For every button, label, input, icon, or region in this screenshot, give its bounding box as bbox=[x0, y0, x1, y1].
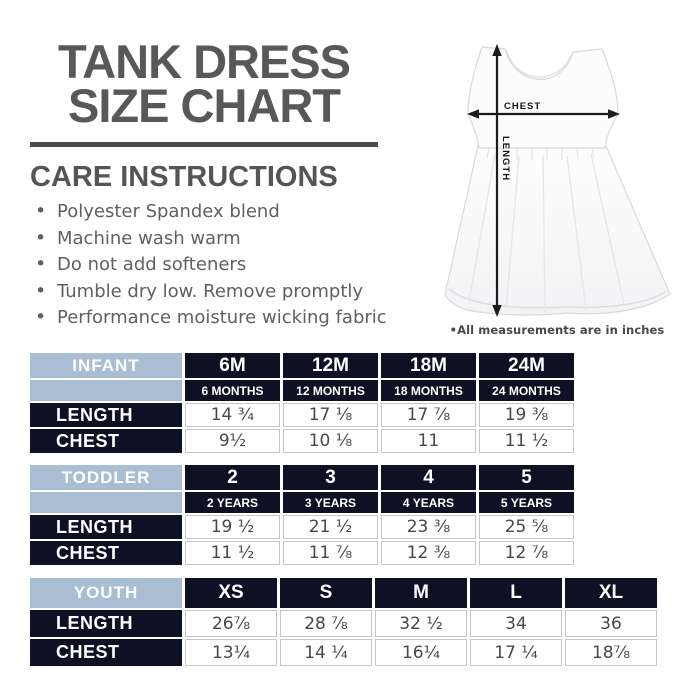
value-cell: 21 ½ bbox=[283, 515, 378, 539]
dress-skirt bbox=[445, 146, 670, 315]
size-header-cell: XS bbox=[185, 578, 277, 608]
value-cell: 19 ⅜ bbox=[479, 403, 574, 427]
value-cell: 11 bbox=[381, 429, 476, 453]
value-cell: 11 ½ bbox=[185, 541, 280, 565]
size-table-toddler bbox=[27, 463, 577, 567]
size-header-cell: 3 bbox=[283, 465, 378, 490]
size-subtitle-cell: 5 YEARS bbox=[479, 492, 574, 513]
size-header-cell: 18M bbox=[381, 353, 476, 378]
size-header-cell: 24M bbox=[479, 353, 574, 378]
value-cell: 17 ⅛ bbox=[283, 403, 378, 427]
size-header-cell: S bbox=[280, 578, 372, 608]
value-cell: 36 bbox=[565, 610, 657, 637]
care-item: • Tumble dry low. Remove promptly bbox=[33, 279, 387, 306]
category-cell: INFANT bbox=[30, 353, 182, 378]
size-subtitle-cell: 18 MONTHS bbox=[381, 380, 476, 401]
row-label-cell: LENGTH bbox=[30, 515, 182, 539]
value-cell: 11 ⅞ bbox=[283, 541, 378, 565]
row-label-cell: LENGTH bbox=[30, 403, 182, 427]
value-cell: 23 ⅜ bbox=[381, 515, 476, 539]
page-title bbox=[30, 35, 378, 132]
care-item: • Machine wash warm bbox=[33, 226, 387, 253]
value-cell: 17 ¼ bbox=[470, 639, 562, 666]
value-cell: 26⅞ bbox=[185, 610, 277, 637]
measurement-note: •All measurements are in inches bbox=[449, 323, 665, 337]
value-cell: 14 ¾ bbox=[185, 403, 280, 427]
dress-bodice bbox=[468, 47, 618, 148]
value-cell: 25 ⅝ bbox=[479, 515, 574, 539]
value-cell: 11 ½ bbox=[479, 429, 574, 453]
size-table-youth bbox=[27, 576, 660, 668]
size-subtitle-cell: 12 MONTHS bbox=[283, 380, 378, 401]
size-subtitle-cell: 4 YEARS bbox=[381, 492, 476, 513]
size-header-cell: 2 bbox=[185, 465, 280, 490]
value-cell: 28 ⅞ bbox=[280, 610, 372, 637]
size-header-cell: 12M bbox=[283, 353, 378, 378]
size-table-infant bbox=[27, 351, 577, 455]
care-item: • Do not add softeners bbox=[33, 252, 387, 279]
value-cell: 12 ⅞ bbox=[479, 541, 574, 565]
category-spacer-cell bbox=[30, 492, 182, 513]
row-label-cell: CHEST bbox=[30, 541, 182, 565]
size-subtitle-cell: 3 YEARS bbox=[283, 492, 378, 513]
value-cell: 10 ⅛ bbox=[283, 429, 378, 453]
value-cell: 18⅞ bbox=[565, 639, 657, 666]
size-header-cell: M bbox=[375, 578, 467, 608]
value-cell: 14 ¼ bbox=[280, 639, 372, 666]
care-item: • Polyester Spandex blend bbox=[33, 199, 387, 226]
value-cell: 19 ½ bbox=[185, 515, 280, 539]
dress-illustration bbox=[437, 26, 677, 326]
value-cell: 32 ½ bbox=[375, 610, 467, 637]
value-cell: 12 ⅜ bbox=[381, 541, 476, 565]
chest-measure-label: CHEST bbox=[504, 101, 542, 112]
size-header-cell: L bbox=[470, 578, 562, 608]
value-cell: 17 ⅞ bbox=[381, 403, 476, 427]
row-label-cell: CHEST bbox=[30, 639, 182, 666]
care-list bbox=[33, 199, 387, 332]
category-spacer-cell bbox=[30, 380, 182, 401]
row-label-cell: CHEST bbox=[30, 429, 182, 453]
size-header-cell: XL bbox=[565, 578, 657, 608]
value-cell: 16¼ bbox=[375, 639, 467, 666]
page-title-line2: SIZE CHART bbox=[68, 79, 340, 132]
dress-diagram bbox=[437, 26, 677, 342]
size-subtitle-cell: 24 MONTHS bbox=[479, 380, 574, 401]
value-cell: 13¼ bbox=[185, 639, 277, 666]
title-divider bbox=[30, 142, 378, 147]
value-cell: 9½ bbox=[185, 429, 280, 453]
care-item: • Performance moisture wicking fabric bbox=[33, 305, 387, 332]
size-subtitle-cell: 2 YEARS bbox=[185, 492, 280, 513]
size-header-cell: 4 bbox=[381, 465, 476, 490]
category-cell: TODDLER bbox=[30, 465, 182, 490]
value-cell: 34 bbox=[470, 610, 562, 637]
size-header-cell: 6M bbox=[185, 353, 280, 378]
length-measure-label: LENGTH bbox=[500, 136, 511, 182]
page-title-line1: TANK DRESS bbox=[57, 35, 351, 88]
size-header-cell: 5 bbox=[479, 465, 574, 490]
care-instructions-heading: CARE INSTRUCTIONS bbox=[30, 161, 338, 193]
row-label-cell: LENGTH bbox=[30, 610, 182, 637]
size-subtitle-cell: 6 MONTHS bbox=[185, 380, 280, 401]
category-cell: YOUTH bbox=[30, 578, 182, 608]
